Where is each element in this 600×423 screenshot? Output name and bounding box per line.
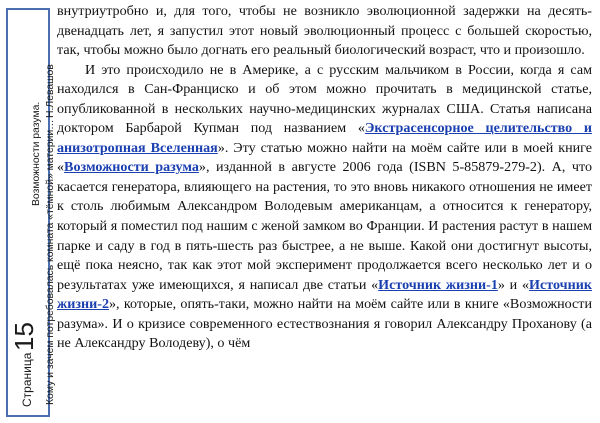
link-book[interactable]: Возможности разума [64, 159, 199, 176]
paragraph-text: И это происходило не в Америке, а с русским мальчиком в России, когда я сам находился в Сан-Франциско и об этом можно прочитать в медицинской статье, опубликованной в нескольких научно-медицинских журналах США. Статья написана доктором Барбарой Купман под названием « [57, 61, 592, 137]
paragraph-2 [57, 61, 592, 354]
paragraph-text: », изданной в августе 2006 года (ISBN 5-85879-279-2). А, что касается генератора, влияющего на растения, то это вновь никакого отношения не имеет к столь любимым Александром Володевым американцам, а относится к генератору, который я поместил под нашим с женой замком во Франции. И растения растут в нашем парке и саду в год в пять-шесть раз быстрее, а не выше. Какой они достигнут высоты, ещё пока неясно, так как этот мой эксперимент продолжается всего несколько лет и о результатах уже имеющихся, я написал две статьи « [57, 159, 592, 293]
paragraph-text: ». Эту статью можно найти на моём сайте или в моей книге « [57, 139, 593, 176]
link-source-of-life-2[interactable]: Источник жизни-2 [57, 276, 592, 313]
page-number: 15 [9, 322, 39, 351]
main-text [57, 2, 592, 354]
link-article[interactable]: Экстрасенсорное целительство и анизотропная Вселенная [57, 120, 592, 156]
paragraph-1: внутриутробно и, для того, чтобы не возникло эволюционной задержки на десять-двенадцать лет, я запустил этот новый эволюционный процесс с большей скоростью, так, чтобы можно было догнать его реальный биологический возраст, что и произошло. [57, 3, 592, 59]
paragraph-text: », которые, опять-таки, можно найти на моём сайте или в книге «Возможности разума». И о кризисе современного естествознания я говорил Александру Проханову (а не Александру Володеву), о чём [57, 296, 592, 352]
sidebar-author: Н.Левашов [45, 64, 56, 118]
sidebar-subtitle: Кому и зачем потребовалась комната «тёмной» материи… [45, 119, 56, 405]
page-label: Страница [20, 352, 34, 407]
paragraph-text: » и « [497, 276, 530, 293]
sidebar-section-title: Возможности разума. [31, 101, 42, 206]
link-source-of-life-1[interactable]: Источник жизни-1 [378, 276, 498, 293]
